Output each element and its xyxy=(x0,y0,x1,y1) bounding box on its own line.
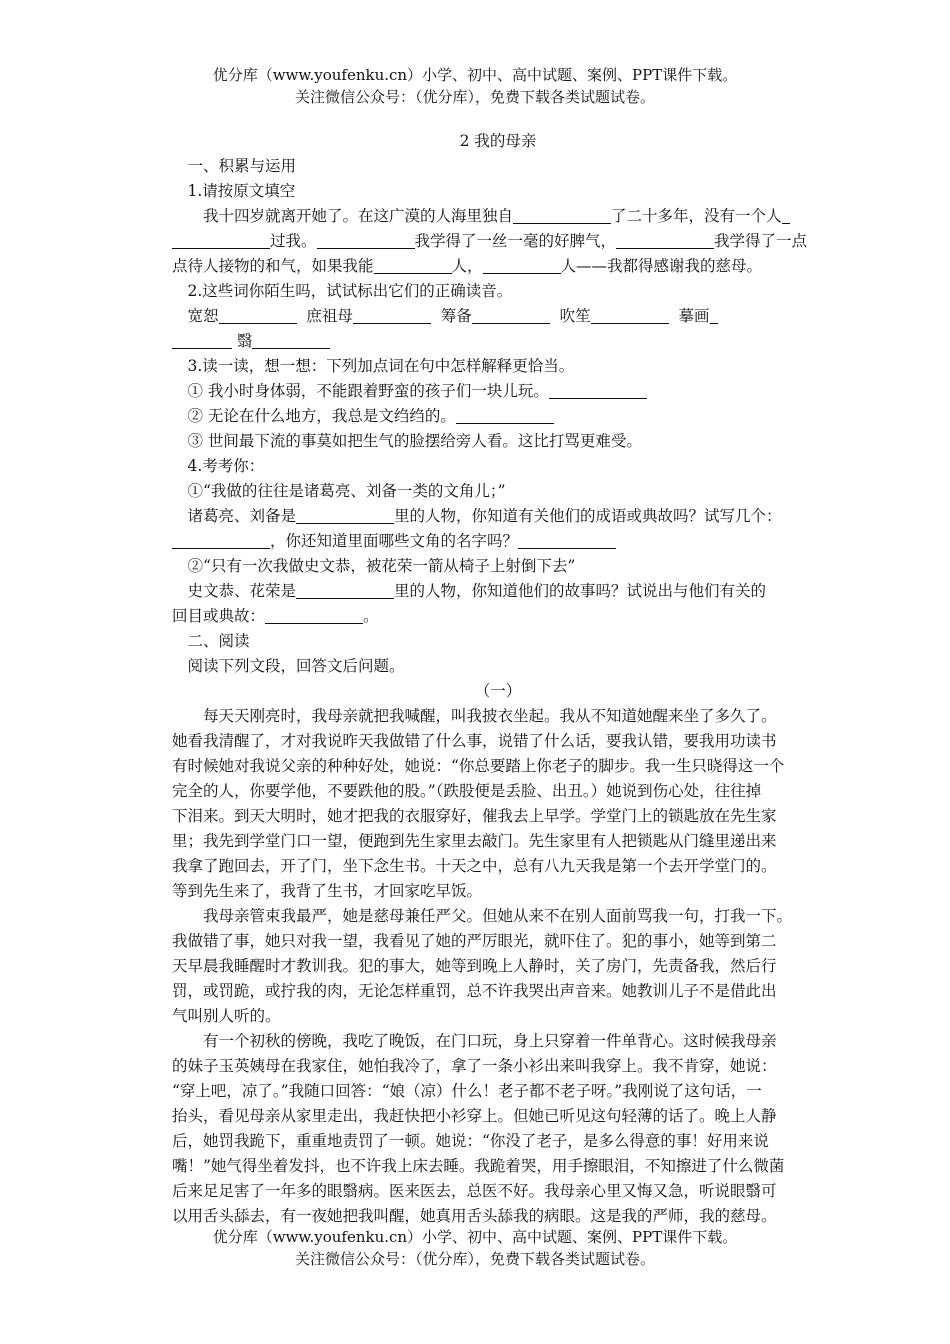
answer-blank xyxy=(296,507,394,524)
paragraph-line: 有时候她对我说父亲的种种好处，她说：“你总要踏上你老子的脚步。我一生只晓得这一个 xyxy=(172,757,785,775)
answer-blank xyxy=(172,532,270,549)
answer-blank xyxy=(172,232,270,249)
answer-blank xyxy=(472,307,550,324)
footer-line-2: 关注微信公众号：（优分库），免费下载各类试题试卷。 xyxy=(294,1250,655,1268)
paragraph-line: 抬头，看见母亲从家里走出，我赶快把小衫穿上。但她已听见这句轻薄的话了。晚上人静 xyxy=(172,1107,777,1125)
answer-blank xyxy=(710,307,718,324)
paragraph-line: 每天天刚亮时，我母亲就把我喊醒，叫我披衣坐起。我从不知道她醒来坐了多久了。 xyxy=(203,707,777,725)
answer-blank xyxy=(616,232,714,249)
answer-blank xyxy=(782,207,790,224)
paragraph-line: 气叫别人听的。 xyxy=(172,1007,281,1025)
question-3-title: 3.读一读，想一想：下列加点词在句中怎样解释更恰当。 xyxy=(187,357,575,375)
question-4-item-2-question: 史文恭、花荣是 里的人物，你知道他们的故事吗？试说出与他们有关的 xyxy=(187,582,767,600)
paragraph-line: 我母亲管束我最严，她是慈母兼任严父。但她从来不在别人面前骂我一句，打我一下。 xyxy=(203,907,793,925)
paragraph-line: 完全的人，你要学他，不要跌他的股。”（跌股便是丢脸、出丑。）她说到伤心处，往往掉 xyxy=(172,782,762,800)
question-4-item-1: ①“我做的往往是诸葛亮、刘备一类的文角儿；” xyxy=(187,482,506,500)
question-2-title: 2.这些词你陌生吗，试试标出它们的正确读音。 xyxy=(187,282,513,300)
question-1-line-1: 我十四岁就离开她了。在这广漠的人海里独自 了二十多年，没有一个人 xyxy=(172,204,824,229)
footer-line-1: 优分库（www.youfenku.cn）小学、初中、高中试题、案例、PPT课件下载。 xyxy=(212,1228,738,1246)
answer-blank xyxy=(483,257,561,274)
paragraph-line: 她看我清醒了，才对我说昨天我做错了什么事，说错了什么话，要我认错，要我用功读书 xyxy=(172,732,777,750)
question-2-words-line-1: 宽恕 庶祖母 筹备 吹笙 摹画 xyxy=(172,304,824,329)
paragraph-line: 罚，或罚跪，或拧我的肉，无论怎样重罚，总不许我哭出声音来。她教训儿子不是借此出 xyxy=(172,982,777,1000)
question-4-item-1-question: 诸葛亮、刘备是 里的人物，你知道有关他们的成语或典故吗？试写几个： xyxy=(187,507,782,525)
paragraph-line: 我做错了事，她只对我一望，我看见了她的严厉眼光，就吓住了。犯的事小，她等到第二 xyxy=(172,932,777,950)
paragraph-line: 等到先生来了，我背了生书，才回家吃早饭。 xyxy=(172,882,483,900)
paragraph-line: 天早晨我睡醒时才教训我。犯的事大，她等到晚上人静时，关了房门，先责备我，然后行 xyxy=(172,957,777,975)
reading-paragraph-3 xyxy=(172,1029,824,1229)
paragraph-line: 后，她罚我跪下，重重地责罚了一顿。她说：“你没了老子，是多么得意的事！好用来说 xyxy=(172,1132,769,1150)
reading-intro: 阅读下列文段，回答文后问题。 xyxy=(187,657,405,675)
header-line-1: 优分库（www.youfenku.cn）小学、初中、高中试题、案例、PPT课件下载。 xyxy=(212,66,738,84)
document-body xyxy=(172,128,824,1229)
answer-blank xyxy=(317,232,415,249)
paragraph-line: 下泪来。到天大明时，她才把我的衣服穿好，催我去上早学。学堂门上的锁匙放在先生家 xyxy=(172,807,777,825)
question-4-title: 4.考考你： xyxy=(187,457,265,475)
answer-blank xyxy=(513,207,611,224)
answer-blank xyxy=(172,332,232,349)
reading-paragraph-1 xyxy=(172,704,824,904)
question-3-item-3: ③ 世间最下流的事莫如把生气的脸摆给旁人看。这比打骂更难受。 xyxy=(187,432,642,450)
paragraph-line: 以用舌头舔去，有一夜她把我叫醒，她真用舌头舔我的病眼。这是我的严师，我的慈母。 xyxy=(172,1207,777,1225)
answer-blank xyxy=(549,382,647,399)
section-heading-2: 二、阅读 xyxy=(187,632,250,650)
page-title: 2 我的母亲 xyxy=(459,132,537,150)
page-header xyxy=(0,64,950,108)
answer-blank xyxy=(518,532,616,549)
answer-blank xyxy=(265,607,363,624)
question-4-item-2-continued: 回目或典故： 。 xyxy=(172,607,379,625)
question-3-item-1: ① 我小时身体弱，不能跟着野蛮的孩子们一块儿玩。 xyxy=(172,379,824,404)
paragraph-line: 我拿了跑回去，开了门，坐下念生书。十天之中，总有八九天我是第一个去开学堂门的。 xyxy=(172,857,777,875)
answer-blank xyxy=(219,307,297,324)
answer-blank xyxy=(374,257,452,274)
question-1-title: 1.请按原文填空 xyxy=(187,182,296,200)
question-1-line-2: 过我。 我学得了一丝一毫的好脾气， 我学得了一点 xyxy=(172,229,824,254)
question-3-item-2: ② 无论在什么地方，我总是文绉绉的。 xyxy=(172,404,824,429)
paragraph-line: 嘴！”她气得坐着发抖，也不许我上床去睡。我跪着哭，用手擦眼泪，不知擦进了什么微菌 xyxy=(172,1157,785,1175)
question-4-item-1-continued: ，你还知道里面哪些文角的名字吗？ xyxy=(172,529,824,554)
reading-part-label: （一） xyxy=(474,682,522,700)
answer-blank xyxy=(353,307,431,324)
paragraph-line: 后来足足害了一年多的眼翳病。医来医去，总医不好。我母亲心里又悔又急，听说眼翳可 xyxy=(172,1182,777,1200)
header-line-2: 关注微信公众号：（优分库），免费下载各类试题试卷。 xyxy=(294,88,655,106)
paragraph-line: 里；我先到学堂门口一望，便跑到先生家里去敲门。先生家里有人把锁匙从门缝里递出来 xyxy=(172,832,777,850)
page-footer xyxy=(0,1226,950,1270)
question-4-item-2: ②“只有一次我做史文恭，被花荣一箭从椅子上射倒下去” xyxy=(187,557,576,575)
answer-blank xyxy=(252,332,330,349)
question-1-line-3: 点待人接物的和气，如果我能 人， 人——我都得感谢我的慈母。 xyxy=(172,257,763,275)
answer-blank xyxy=(591,307,669,324)
reading-paragraph-2 xyxy=(172,904,824,1029)
paragraph-line: “穿上吧，凉了。”我随口回答：“娘（凉）什么！老子都不老子呀。”我刚说了这句话，一 xyxy=(172,1082,762,1100)
paragraph-line: 的妹子玉英姨母在我家住，她怕我冷了，拿了一条小衫出来叫我穿上。我不肯穿，她说： xyxy=(172,1057,777,1075)
answer-blank xyxy=(296,582,394,599)
question-2-words-line-2: 翳 xyxy=(172,329,824,354)
section-heading-1: 一、积累与运用 xyxy=(187,157,297,175)
paragraph-line: 有一个初秋的傍晚，我吃了晚饭，在门口玩，身上只穿着一件单背心。这时候我母亲 xyxy=(203,1032,777,1050)
answer-blank xyxy=(456,407,554,424)
